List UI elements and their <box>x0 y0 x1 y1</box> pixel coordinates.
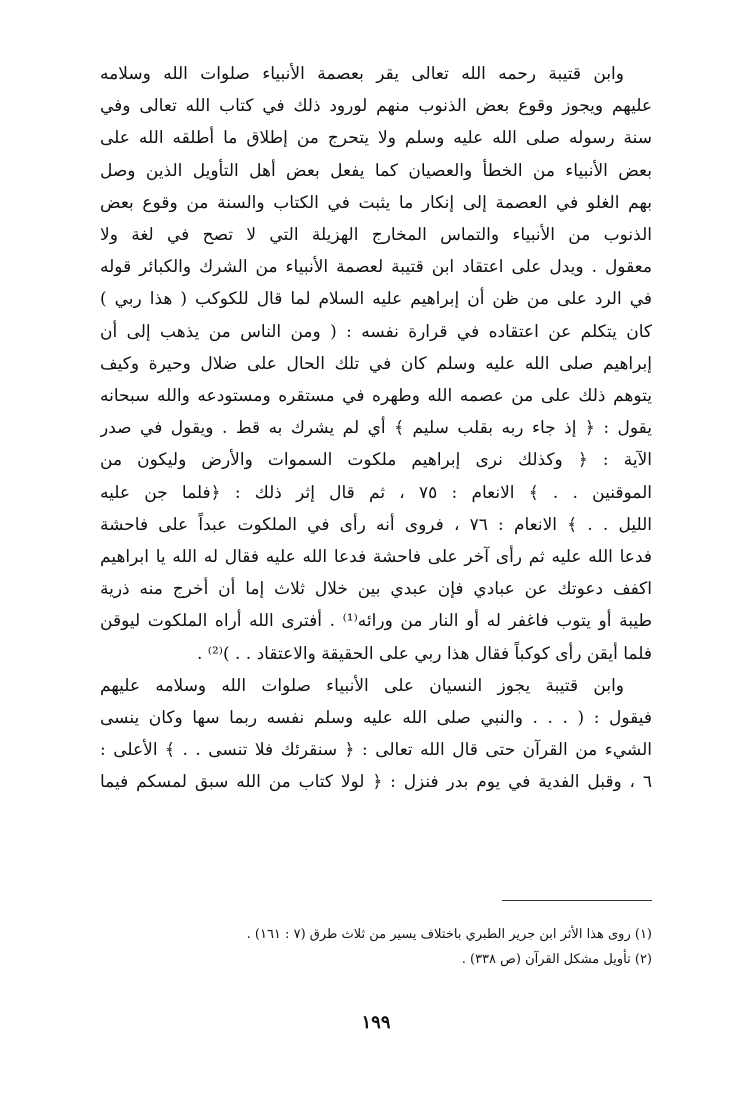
text-line: معقول . ويدل على اعتقاد ابن قتيبة لعصمة الأنبياء من الشرك والكبائر قوله <box>100 257 652 278</box>
text-line: الموقنين . . ﴾ الانعام : ٧٥ ، ثم قال إثر ذلك : ﴿فلما جن عليه <box>100 482 652 503</box>
text-line: بهم الغلو في العصمة إلى إنكار ما يثبت في الكتاب والسنة من وقوع بعض <box>100 192 652 213</box>
text-line: سنة رسوله صلى الله عليه وسلم ولا يتحرج من إطلاق ما أطلقه الله على <box>100 128 652 149</box>
footnote-separator <box>502 900 652 901</box>
text-line: يتوهم ذلك على من عصمه الله وطهره في مستقره ومستودعه والله سبحانه <box>100 386 652 407</box>
text-line: الليل . . ﴾ الانعام : ٧٦ ، فروى أنه رأى في الملكوت عبداً على فاحشة <box>100 514 652 535</box>
text-line: يقول : ﴿ إذ جاء ربه بقلب سليم ﴾ أي لم يشرك به قط . ويقول في صدر <box>100 418 652 439</box>
text-line: ٦ ، وقبل الفدية في يوم بدر فنزل : ﴿ لولا كتاب من الله سبق لمسكم فيما <box>100 772 652 793</box>
page-number: ١٩٩ <box>361 1012 391 1033</box>
text-line: الآية : ﴿ وكذلك نرى إبراهيم ملكوت السموات والأرض وليكون من <box>100 450 652 471</box>
text-line: إبراهيم صلى الله عليه وسلم كان في تلك الحال على ضلال وحيرة وكيف <box>100 353 652 374</box>
text-line: طيبة أو يتوب فاغفر له أو النار من ورائه⁽¹⁾ . أفترى الله أراه الملكوت ليوقن <box>100 611 652 632</box>
text-line: بعض الأنبياء من الخطأ والعصيان كما يفعل بعض أهل التأويل الذين وصل <box>100 160 652 181</box>
footnotes <box>100 922 652 972</box>
text-line: وابن قتيبة رحمه الله تعالى يقر بعصمة الأنبياء صلوات الله وسلامه <box>100 64 624 84</box>
text-line: كان يتكلم عن اعتقاده في قرارة نفسه : ( ومن الناس من يذهب إلى أن <box>100 321 652 342</box>
text-line: اكفف دعوتك عن عبادي فإن عبدي بين خلال ثلاث إما أن أخرج منه ذرية <box>100 579 652 600</box>
paragraph-1 <box>100 58 652 670</box>
text-line: في الرد على من ظن أن إبراهيم عليه السلام لما قال للكوكب ( هذا ربي ) <box>100 289 652 310</box>
text-line: فدعا الله عليه ثم رأى آخر على فاحشة فدعا الله عليه فقال له الله يا ابراهيم <box>100 547 652 568</box>
paragraph-2 <box>100 670 652 799</box>
text-line: عليهم ويجوز وقوع بعض الذنوب منهم لورود ذلك في كتاب الله تعالى وفي <box>100 96 652 117</box>
text-line: وابن قتيبة يجوز النسيان على الأنبياء صلوات الله وسلامه عليهم <box>100 675 624 696</box>
text-line: الذنوب من الأنبياء والتماس المخارج الهزيلة التي لا تصح في لغة ولا <box>100 225 652 246</box>
page-body <box>100 58 652 799</box>
footnote-1: (١) روى هذا الأثر ابن جرير الطبري باختلاف يسير من ثلاث طرق (٧ : ١٦١) . <box>246 927 652 942</box>
text-line: فلما أيقن رأى كوكباً فقال هذا ربي على الحقيقة والاعتقاد . . )⁽²⁾ . <box>196 643 652 664</box>
footnote-2: (٢) تأويل مشكل القرآن (ص ٣٣٨) . <box>461 952 652 967</box>
text-line: فيقول : ( . . . والنبي صلى الله عليه وسلم نفسه ربما سها وكان ينسى <box>100 708 652 729</box>
text-line: الشيء من القرآن حتى قال الله تعالى : ﴿ سنقرئك فلا تنسى . . ﴾ الأعلى : <box>100 740 652 761</box>
